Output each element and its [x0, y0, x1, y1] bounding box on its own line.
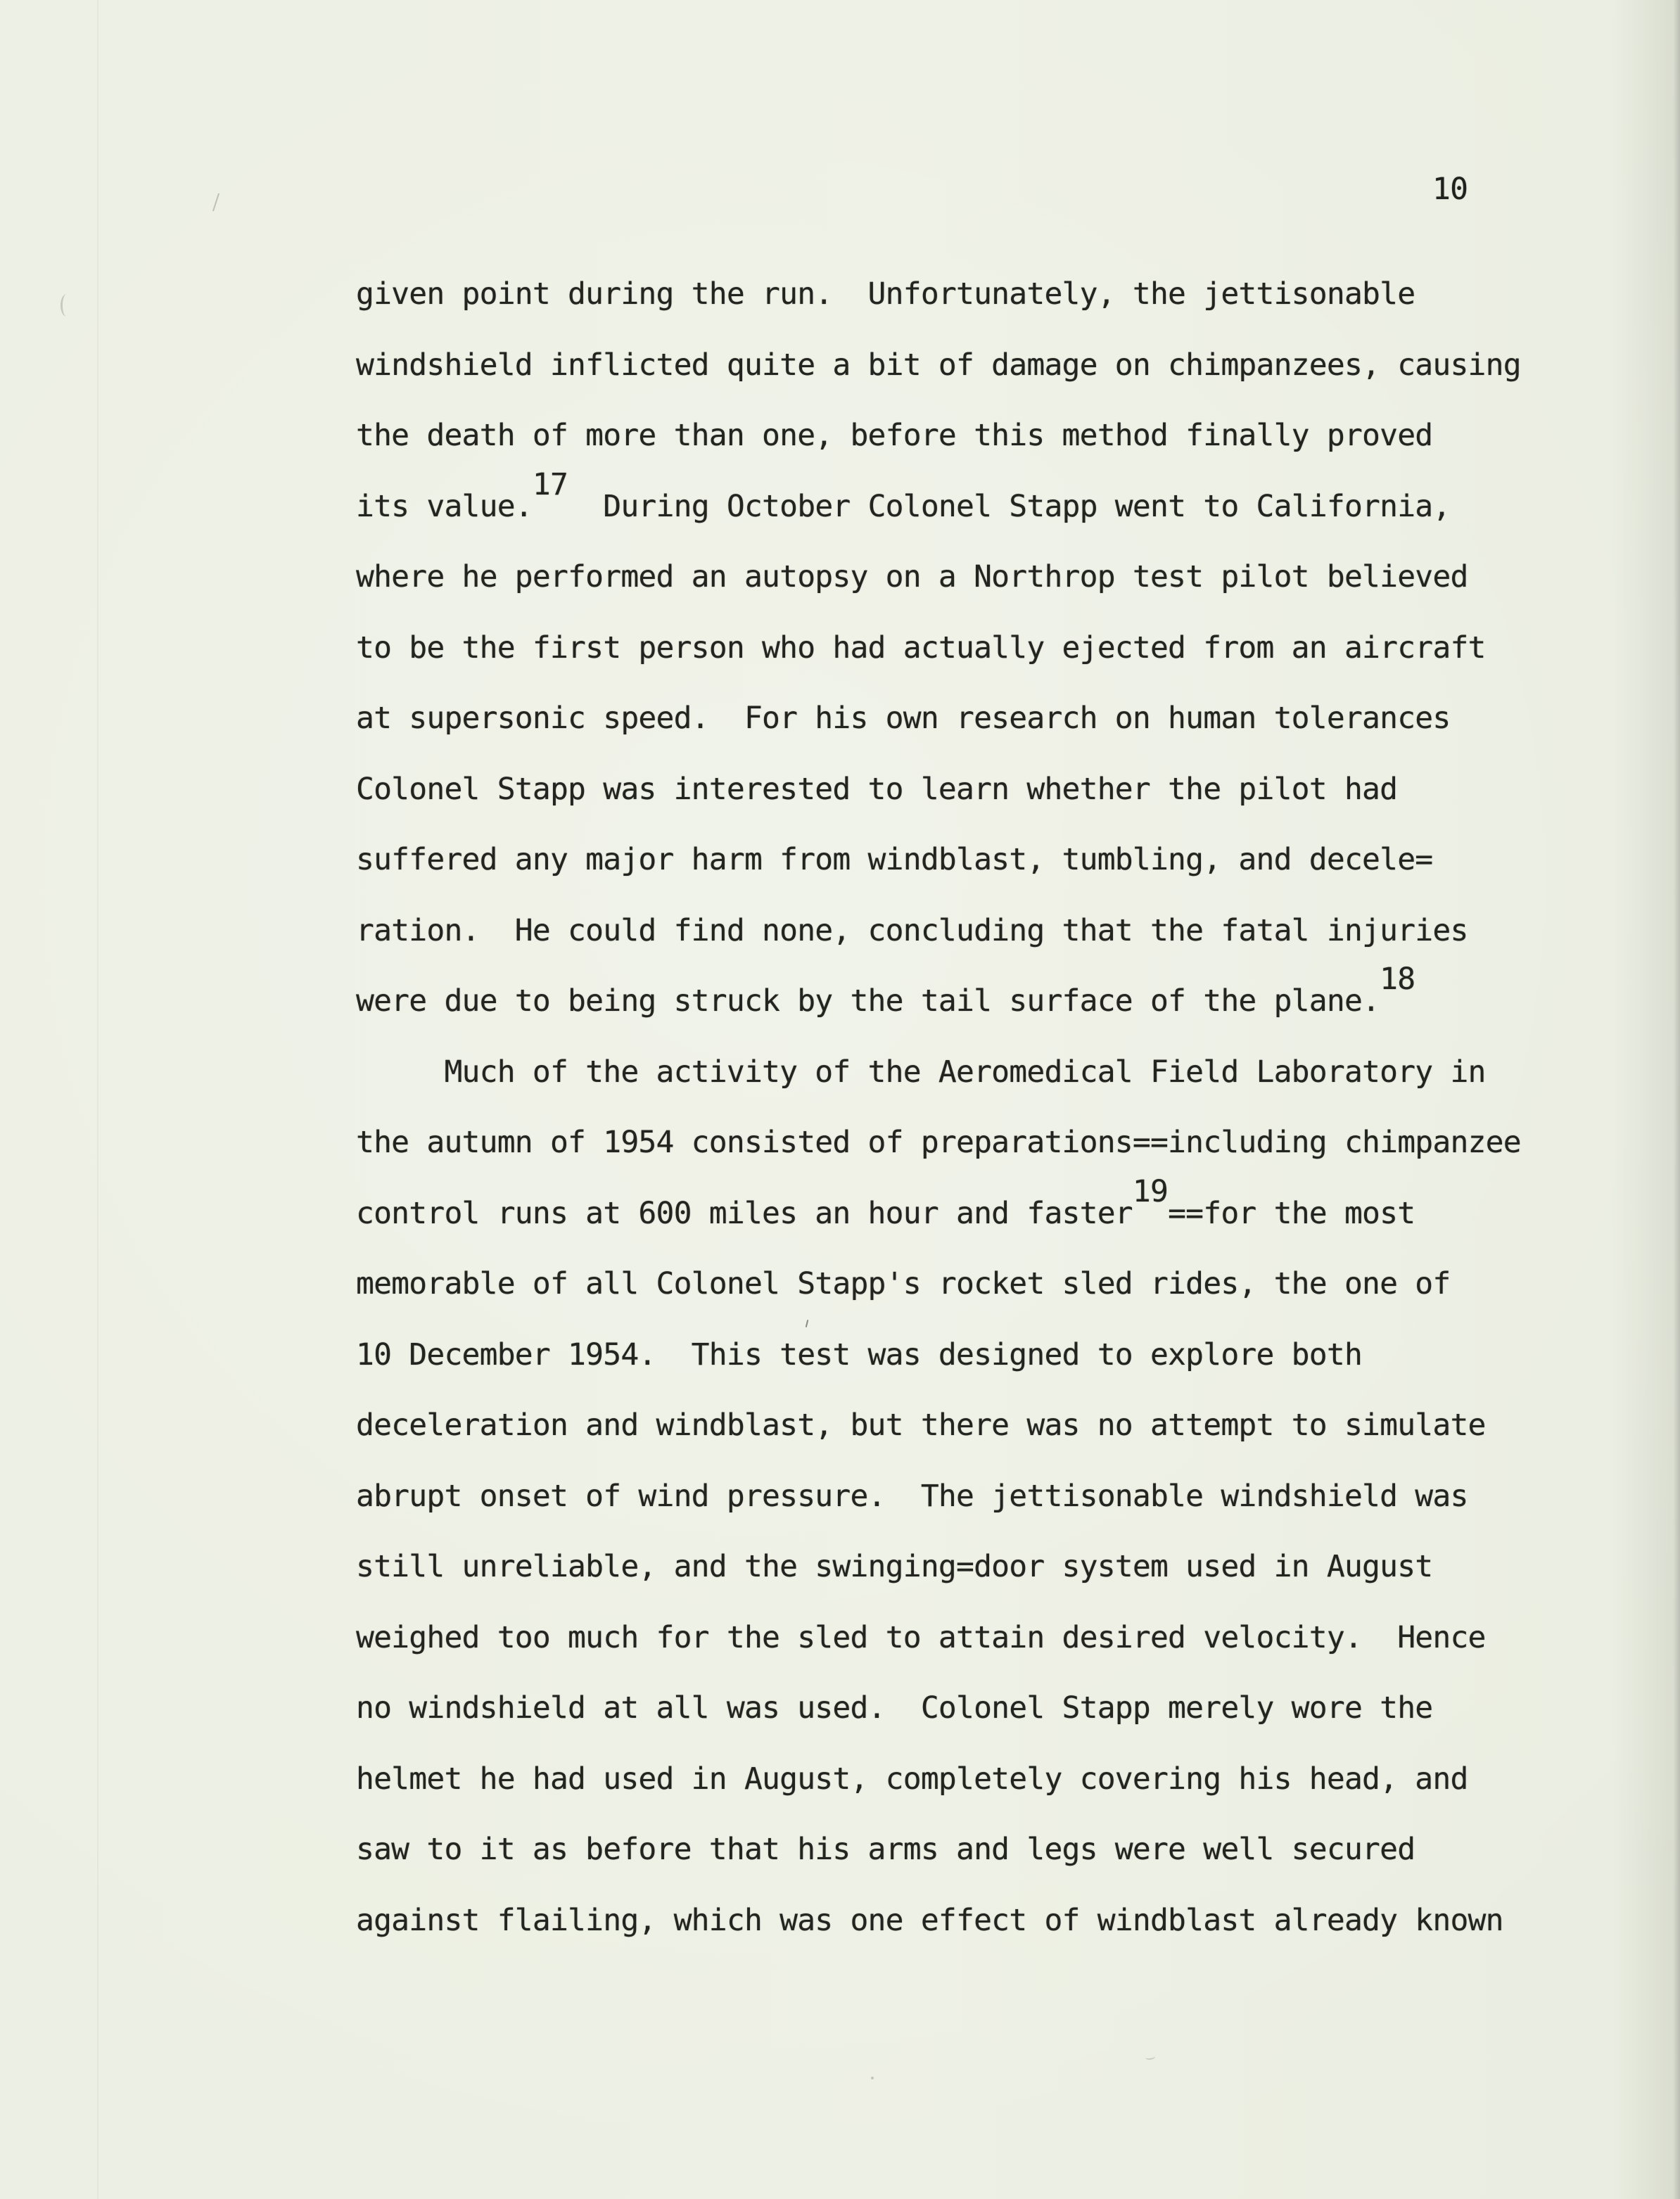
text-line: windshield inflicted quite a bit of damage on chimpanzees, causing [356, 347, 1521, 383]
text-line: saw to it as before that his arms and legs were well secured [356, 1832, 1415, 1867]
footnote-superscript: 17 [532, 466, 568, 502]
text-line: abrupt onset of wind pressure. The jettisonable windshield was [356, 1478, 1468, 1514]
page-number: 10 [1432, 172, 1468, 207]
text-line: no windshield at all was used. Colonel Stapp merely wore the [356, 1690, 1433, 1726]
footnote-superscript: 19 [1132, 1173, 1169, 1209]
text-line: helmet he had used in August, completely covering his head, and [356, 1761, 1468, 1797]
text-line: its value.17 During October Colonel Stapp went to California, [356, 466, 1451, 524]
text-line: ration. He could find none, concluding that the fatal injuries [356, 912, 1468, 948]
pencil-mark [61, 294, 72, 317]
text-line: at supersonic speed. For his own research on human tolerances [356, 701, 1451, 736]
text-line: to be the first person who had actually ejected from an aircraft [356, 630, 1486, 665]
text-line: Much of the activity of the Aeromedical Field Laboratory in [356, 1054, 1486, 1090]
dust-speck [871, 2077, 874, 2079]
text-line: the death of more than one, before this method finally proved [356, 418, 1433, 453]
text-line: weighed too much for the sled to attain desired velocity. Hence [356, 1619, 1486, 1655]
text-line: Colonel Stapp was interested to learn whether the pilot had [356, 771, 1398, 807]
text-line: where he performed an autopsy on a Northrop test pilot believed [356, 559, 1468, 594]
typewritten-text-block [356, 259, 1566, 1956]
pencil-mark [212, 193, 219, 211]
text-line: against flailing, which was one effect of windblast already known [356, 1902, 1503, 1938]
text-line: deceleration and windblast, but there was no attempt to simulate [356, 1408, 1486, 1443]
footnote-superscript: 18 [1380, 962, 1415, 997]
text-line: 10 December 1954. This test was designed to explore both [356, 1337, 1363, 1372]
text-line: control runs at 600 miles an hour and faster19==for the most [356, 1173, 1415, 1231]
paper-seam [97, 0, 98, 2199]
text-line: memorable of all Colonel Stapp's rocket sled rides, the one of [356, 1266, 1451, 1301]
text-line: the autumn of 1954 consisted of preparations==including chimpanzee [356, 1125, 1521, 1160]
text-line: were due to being struck by the tail surface of the plane.18 [356, 962, 1415, 1019]
text-line: given point during the run. Unfortunately, the jettisonable [356, 276, 1415, 312]
dust-speck [1145, 2053, 1156, 2060]
text-line: suffered any major harm from windblast, tumbling, and decele= [356, 842, 1433, 877]
text-line: still unreliable, and the swinging=door system used in August [356, 1549, 1433, 1584]
